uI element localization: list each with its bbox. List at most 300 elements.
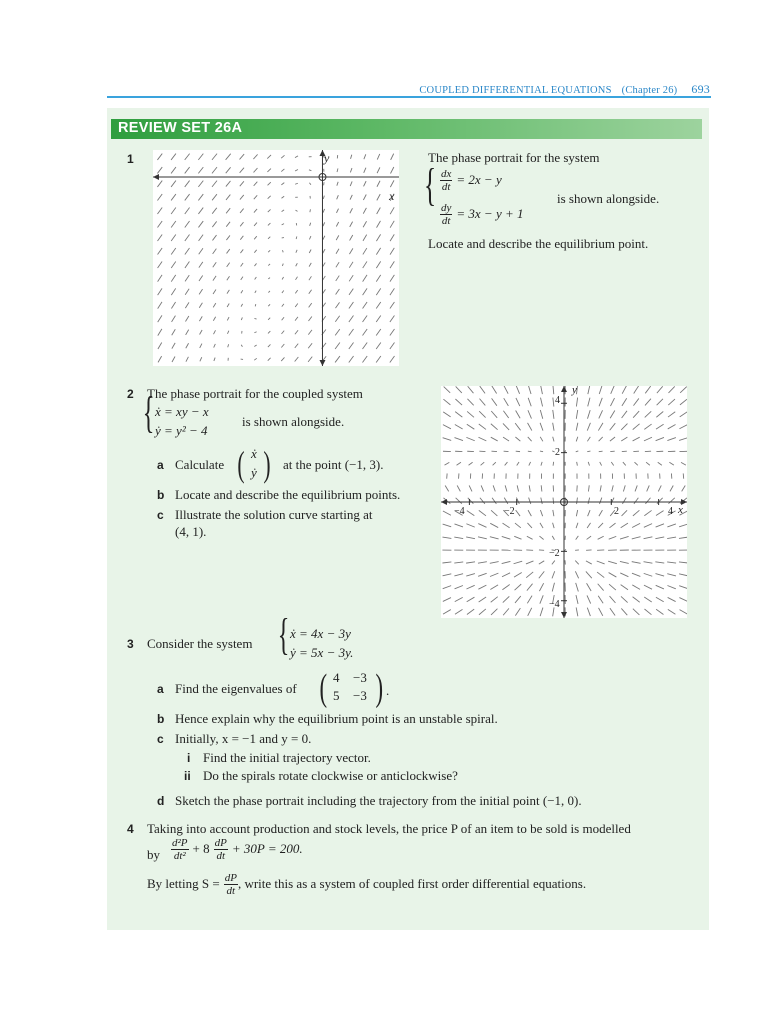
field-arrow (336, 222, 338, 226)
field-arrow (599, 510, 603, 516)
q3-number: 3 (127, 637, 134, 651)
pp2-y-arrowhead-bottom (561, 612, 567, 618)
field-arrow (610, 411, 615, 419)
field-arrow (172, 356, 175, 362)
field-arrow (644, 437, 652, 441)
field-arrow (309, 250, 311, 253)
field-arrow (576, 423, 578, 431)
q3d-label: d (157, 794, 165, 808)
field-arrow (668, 597, 676, 601)
field-arrow (213, 276, 216, 281)
field-arrow (214, 344, 216, 348)
field-arrow (158, 342, 162, 349)
field-arrow (620, 573, 628, 577)
field-arrow (455, 524, 463, 527)
field-arrow (679, 562, 687, 563)
q2b-text: Locate and describe the equilibrium points. (175, 487, 401, 502)
field-arrow (553, 398, 554, 407)
field-arrow (586, 561, 592, 564)
field-arrow (457, 485, 460, 491)
field-arrow (390, 275, 394, 282)
field-arrow (668, 399, 675, 405)
field-arrow (213, 303, 216, 307)
field-arrow (390, 302, 395, 309)
field-arrow (377, 221, 381, 228)
field-arrow (587, 595, 591, 603)
field-arrow (309, 276, 312, 280)
field-arrow (254, 332, 256, 333)
field-arrow (541, 498, 542, 504)
field-arrow (390, 342, 395, 349)
field-arrow (254, 345, 256, 347)
field-arrow (443, 598, 451, 602)
field-arrow (268, 331, 270, 333)
q1-eq1 (440, 168, 502, 193)
q2-brace: { (142, 388, 155, 437)
field-arrow (600, 485, 601, 491)
field-arrow (644, 424, 651, 429)
field-arrow (553, 437, 554, 442)
q3-m-r2c2: −3 (353, 688, 367, 703)
field-arrow (611, 386, 615, 394)
field-arrow (171, 167, 176, 173)
field-arrow (185, 275, 189, 281)
field-arrow (679, 425, 687, 429)
q3a-lparen: ( (319, 667, 328, 709)
q3cii-label: ii (184, 769, 191, 783)
field-arrow (575, 571, 578, 578)
field-arrow (679, 586, 687, 589)
q1-eq2-rhs: = 3x − y + 1 (456, 206, 524, 222)
field-arrow (186, 357, 188, 362)
field-arrow (212, 167, 217, 173)
field-arrow (241, 277, 243, 280)
field-arrow (200, 357, 202, 361)
field-arrow (632, 573, 640, 576)
field-arrow (644, 585, 652, 589)
pp2-y-arrowhead (561, 386, 567, 392)
field-arrow (443, 399, 450, 405)
field-arrow (254, 263, 256, 266)
field-arrow (599, 437, 603, 441)
field-arrow (479, 609, 486, 615)
field-arrow (469, 462, 473, 465)
field-arrow (541, 462, 542, 466)
field-arrow (214, 358, 215, 361)
field-arrow (268, 264, 270, 266)
field-arrow (668, 412, 675, 417)
field-arrow (514, 561, 523, 564)
field-arrow (337, 168, 338, 172)
field-arrow (456, 498, 462, 504)
field-arrow (668, 609, 676, 614)
field-arrow (199, 303, 202, 308)
field-arrow (185, 194, 190, 200)
field-arrow (213, 262, 216, 267)
field-arrow (503, 608, 509, 615)
field-arrow (227, 276, 230, 280)
field-arrow (588, 386, 590, 394)
pp1-axis-x: x (389, 189, 395, 203)
field-arrow (588, 510, 590, 516)
q1-eq1-den: dt (441, 181, 451, 193)
field-arrow (172, 343, 175, 349)
field-arrow (612, 485, 614, 491)
field-arrow (553, 462, 554, 466)
field-arrow (478, 537, 487, 539)
field-arrow (540, 451, 543, 452)
q4-by: by (147, 847, 160, 862)
field-arrow (444, 387, 451, 393)
field-arrow (467, 597, 475, 602)
field-arrow (656, 412, 663, 418)
q3-eq1: ẋ = 4x − 3y (290, 626, 351, 641)
q4-number: 4 (127, 822, 134, 836)
field-arrow (667, 537, 676, 539)
pp2-tick-y4: 4 (555, 395, 560, 406)
field-arrow (528, 386, 531, 394)
field-arrow (467, 511, 475, 516)
field-arrow (323, 196, 324, 199)
field-arrow (587, 451, 590, 452)
pp1-y-arrowhead-bottom (319, 360, 325, 366)
field-arrow (668, 386, 674, 392)
field-arrow (516, 510, 520, 516)
field-arrow (680, 399, 687, 405)
field-arrow (599, 498, 601, 504)
field-arrow (621, 585, 628, 590)
field-arrow (309, 170, 311, 171)
field-arrow (490, 585, 498, 590)
field-arrow (633, 411, 639, 418)
field-arrow (466, 537, 475, 539)
field-arrow (646, 462, 650, 465)
field-arrow (282, 210, 284, 212)
field-arrow (552, 561, 555, 565)
field-arrow (598, 523, 603, 528)
field-arrow (490, 537, 499, 539)
field-arrow (335, 356, 340, 362)
field-arrow (226, 167, 231, 173)
field-arrow (541, 485, 542, 491)
field-arrow (158, 275, 162, 282)
header-rule (107, 96, 711, 98)
field-arrow (576, 510, 577, 516)
field-arrow (158, 248, 163, 255)
chapter-label: (Chapter 26) (621, 85, 678, 96)
field-arrow (376, 356, 381, 362)
field-arrow (268, 291, 269, 293)
field-arrow (597, 561, 605, 564)
q3ci-label: i (187, 751, 191, 765)
field-arrow (490, 562, 499, 564)
field-arrow (469, 485, 472, 491)
field-arrow (622, 498, 626, 504)
field-arrow (350, 222, 353, 227)
field-arrow (240, 195, 244, 200)
q3a-period: . (386, 683, 390, 698)
field-arrow (587, 423, 590, 431)
field-arrow (644, 597, 652, 602)
field-arrow (478, 524, 486, 528)
field-arrow (632, 537, 641, 539)
field-arrow (634, 498, 638, 504)
field-arrow (455, 399, 462, 405)
field-arrow (377, 208, 381, 214)
field-arrow (609, 536, 617, 539)
field-arrow (586, 571, 592, 578)
field-arrow (527, 536, 533, 539)
field-arrow (442, 562, 451, 563)
field-arrow (576, 410, 577, 419)
q1-eq1-rhs: = 2x − y (456, 172, 502, 188)
field-arrow (479, 597, 486, 602)
field-arrow (363, 235, 367, 241)
field-arrow (295, 277, 297, 280)
field-arrow (158, 302, 162, 309)
field-arrow (349, 248, 352, 254)
field-arrow (515, 437, 520, 441)
field-arrow (655, 537, 664, 539)
field-arrow (502, 573, 510, 577)
field-arrow (514, 572, 522, 577)
field-arrow (467, 609, 474, 614)
q3b-text: Hence explain why the equilibrium point is an unstable spiral. (175, 711, 498, 726)
field-arrow (185, 167, 190, 173)
field-arrow (587, 437, 590, 441)
field-arrow (467, 411, 474, 417)
field-arrow (377, 154, 379, 160)
field-arrow (363, 195, 366, 200)
field-arrow (599, 608, 603, 616)
field-arrow (610, 596, 616, 603)
field-arrow (632, 562, 641, 564)
field-arrow (254, 209, 257, 213)
field-arrow (620, 561, 629, 563)
field-arrow (527, 523, 532, 528)
field-arrow (610, 423, 616, 430)
field-arrow (577, 462, 578, 466)
field-arrow (633, 510, 639, 516)
field-arrow (609, 573, 617, 578)
field-arrow (212, 208, 217, 214)
field-arrow (598, 584, 604, 591)
pp2-tick-xneg4: −4 (454, 506, 465, 517)
field-arrow (669, 462, 674, 465)
field-arrow (658, 462, 662, 465)
field-arrow (454, 537, 463, 539)
q3-brace: { (277, 610, 290, 659)
field-arrow (491, 411, 497, 418)
field-arrow (445, 485, 449, 491)
field-arrow (540, 423, 543, 431)
field-arrow (667, 562, 676, 563)
q4-frac2-den: dt (216, 850, 226, 862)
field-arrow (158, 315, 162, 322)
field-arrow (587, 583, 592, 591)
field-arrow (552, 583, 554, 592)
field-arrow (335, 329, 340, 335)
field-arrow (185, 208, 190, 214)
field-arrow (443, 524, 452, 527)
field-arrow (622, 510, 628, 516)
field-arrow (667, 438, 675, 441)
field-arrow (478, 562, 487, 563)
field-arrow (515, 584, 522, 590)
field-arrow (185, 154, 190, 160)
field-arrow (377, 167, 380, 173)
field-arrow (528, 398, 531, 406)
field-arrow (454, 562, 463, 563)
field-arrow (645, 411, 652, 417)
field-arrow (157, 167, 162, 173)
field-arrow (553, 498, 554, 504)
field-arrow (517, 485, 518, 491)
field-arrow (667, 574, 676, 576)
field-arrow (588, 498, 590, 504)
field-arrow (657, 399, 663, 405)
field-arrow (185, 221, 190, 227)
field-arrow (282, 277, 283, 279)
field-arrow (553, 510, 554, 516)
field-arrow (198, 181, 203, 187)
field-arrow (363, 329, 368, 336)
q2c-label: c (157, 508, 164, 522)
field-arrow (296, 236, 297, 239)
field-arrow (679, 574, 687, 576)
field-arrow (227, 249, 230, 253)
field-arrow (295, 317, 298, 321)
field-arrow (467, 399, 473, 405)
field-arrow (335, 302, 339, 308)
field-arrow (526, 561, 533, 564)
field-arrow (172, 329, 176, 335)
field-arrow (295, 210, 297, 211)
field-arrow (656, 585, 664, 589)
field-arrow (390, 180, 394, 187)
field-arrow (364, 168, 366, 173)
field-arrow (633, 437, 640, 441)
field-arrow (528, 437, 532, 441)
field-arrow (323, 236, 325, 240)
field-arrow (157, 154, 162, 160)
field-arrow (282, 250, 283, 252)
field-arrow (610, 608, 615, 615)
field-arrow (171, 154, 176, 160)
field-arrow (515, 523, 521, 528)
field-arrow (295, 183, 298, 184)
field-arrow (504, 386, 508, 394)
pp1-x-arrowhead-left (153, 174, 159, 180)
field-arrow (309, 303, 312, 307)
field-arrow (528, 410, 532, 418)
field-arrow (600, 462, 602, 466)
field-arrow (268, 237, 270, 239)
field-arrow (185, 262, 189, 268)
field-arrow (241, 290, 243, 293)
field-arrow (198, 221, 203, 227)
field-arrow (587, 536, 592, 539)
q4-frac1-den: dt² (173, 850, 186, 862)
field-arrow (657, 386, 663, 393)
field-arrow (240, 154, 245, 159)
q4-line3-end: , write this as a system of coupled first order differential equations. (237, 876, 587, 892)
field-arrow (226, 208, 230, 213)
field-arrow (588, 462, 589, 466)
field-arrow (212, 181, 217, 187)
field-arrow (255, 277, 257, 279)
field-arrow (553, 410, 554, 419)
q3-m-r1c1: 4 (333, 670, 340, 685)
field-arrow (540, 523, 543, 528)
phase-portrait-2 (441, 386, 687, 618)
field-arrow (240, 181, 244, 186)
field-arrow (185, 289, 189, 295)
field-arrow (539, 561, 544, 564)
field-arrow (608, 561, 617, 563)
field-arrow (212, 235, 216, 240)
field-arrow (213, 249, 217, 254)
field-arrow (527, 584, 533, 591)
field-arrow (240, 209, 244, 213)
field-arrow (390, 288, 394, 295)
field-arrow (667, 586, 675, 589)
field-arrow (171, 208, 176, 214)
pp2-axis-x: x (678, 504, 683, 516)
field-arrow (172, 316, 176, 322)
q4-line3-start: By letting S = (147, 876, 220, 892)
field-arrow (621, 424, 627, 430)
field-arrow (308, 330, 312, 335)
field-arrow (268, 304, 270, 306)
field-arrow (503, 596, 510, 602)
q1-intro: The phase portrait for the system (428, 150, 600, 165)
field-arrow (200, 330, 203, 335)
q1-shown: is shown alongside. (557, 191, 660, 206)
field-arrow (540, 595, 543, 603)
field-arrow (540, 608, 543, 617)
q4-equation (171, 837, 303, 862)
field-arrow (390, 248, 394, 255)
field-arrow (656, 424, 664, 429)
field-arrow (268, 318, 270, 320)
q3cii-text: Do the spirals rotate clockwise or anticlockwise? (203, 768, 458, 783)
field-arrow (504, 398, 509, 406)
field-arrow (443, 511, 451, 515)
field-arrow (336, 289, 340, 295)
field-arrow (514, 536, 521, 539)
field-arrow (254, 168, 258, 172)
field-arrow (213, 317, 215, 321)
field-arrow (198, 194, 203, 200)
q2a-lparen: ( (237, 444, 245, 484)
pp2-tick-y2: 2 (555, 447, 560, 458)
field-arrow (390, 167, 393, 173)
field-arrow (633, 597, 640, 602)
field-arrow (466, 437, 474, 440)
field-arrow (576, 398, 577, 407)
pp2-x-arrowhead-left (441, 499, 447, 505)
field-arrow (158, 234, 163, 241)
field-arrow (635, 485, 637, 491)
q4-line3 (147, 872, 586, 897)
field-arrow (502, 561, 511, 563)
field-arrow (621, 608, 627, 615)
field-arrow (443, 574, 452, 576)
q3a-rparen: ) (375, 667, 384, 709)
pp1-axis-y: y (324, 151, 330, 165)
field-arrow (363, 302, 368, 309)
